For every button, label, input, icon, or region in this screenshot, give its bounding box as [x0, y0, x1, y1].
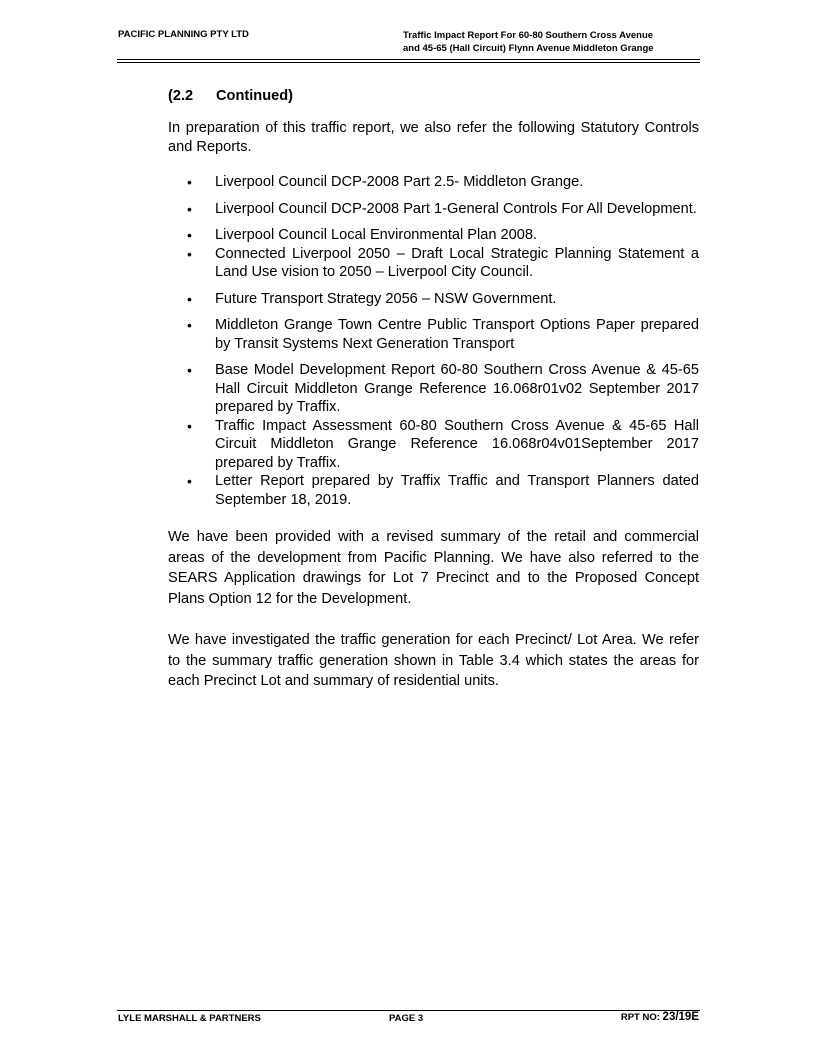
footer-rule — [117, 1010, 700, 1011]
reference-item: • Liverpool Council DCP-2008 Part 2.5- Middleton Grange. — [168, 173, 699, 192]
section-heading — [168, 86, 699, 106]
reference-list — [168, 173, 699, 509]
reference-item: • Liverpool Council DCP-2008 Part 1-General Controls For All Development. — [168, 200, 699, 219]
footer-report-value: 23/19E — [662, 1011, 699, 1023]
reference-item: • Letter Report prepared by Traffix Traffic and Transport Planners dated September 18, 2019. — [168, 472, 699, 509]
footer-page-number: PAGE 3 — [389, 1013, 424, 1024]
footer-firm: LYLE MARSHALL & PARTNERS — [118, 1013, 261, 1024]
footer-report-label: RPT NO: — [620, 1012, 660, 1023]
header-company: PACIFIC PLANNING PTY LTD — [118, 29, 249, 40]
footer-report-number — [621, 1011, 699, 1023]
reference-item: • Base Model Development Report 60-80 Southern Cross Avenue & 45-65 Hall Circuit Middleton Grange Reference 16.068r01v02 September 2017 prepared by Traffix. — [168, 361, 699, 417]
body-paragraph: We have been provided with a revised summary of the retail and commercial areas of the development from Pacific Planning. We have also referred to the SEARS Application drawings for Lot 7 Precinct and to the Proposed Concept Plans Option 12 for the Development. — [168, 529, 699, 607]
body-paragraph: We have investigated the traffic generation for each Precinct/ Lot Area. We refer to the summary traffic generation shown in Table 3.4 which states the areas for each Precinct Lot and summary of residential units. — [168, 632, 699, 689]
reference-item: • Liverpool Council Local Environmental Plan 2008. — [168, 226, 699, 245]
reference-item: • Connected Liverpool 2050 – Draft Local Strategic Planning Statement a Land Use vision to 2050 – Liverpool City Council. — [168, 245, 699, 282]
reference-item: • Future Transport Strategy 2056 – NSW Government. — [168, 290, 699, 309]
header-rule-bottom — [117, 62, 700, 63]
section-number: (2.2 — [168, 88, 194, 104]
page-body — [168, 86, 699, 692]
reference-item: • Traffic Impact Assessment 60-80 Southern Cross Avenue & 45-65 Hall Circuit Middleton Grange Reference 16.068r04v01September 2017 prepared by Traffix. — [168, 417, 699, 473]
header-report-title — [403, 29, 654, 55]
intro-paragraph: In preparation of this traffic report, we also refer the following Statutory Controls and Reports. — [168, 120, 699, 155]
section-title: Continued) — [216, 88, 294, 104]
header-rule-top — [117, 59, 700, 60]
reference-item: • Middleton Grange Town Centre Public Transport Options Paper prepared by Transit Systems Next Generation Transport — [168, 316, 699, 353]
header-title-line-1: Traffic Impact Report For 60-80 Southern Cross Avenue — [403, 30, 654, 41]
header-title-line-2: and 45-65 (Hall Circuit) Flynn Avenue Middleton Grange — [403, 43, 654, 54]
